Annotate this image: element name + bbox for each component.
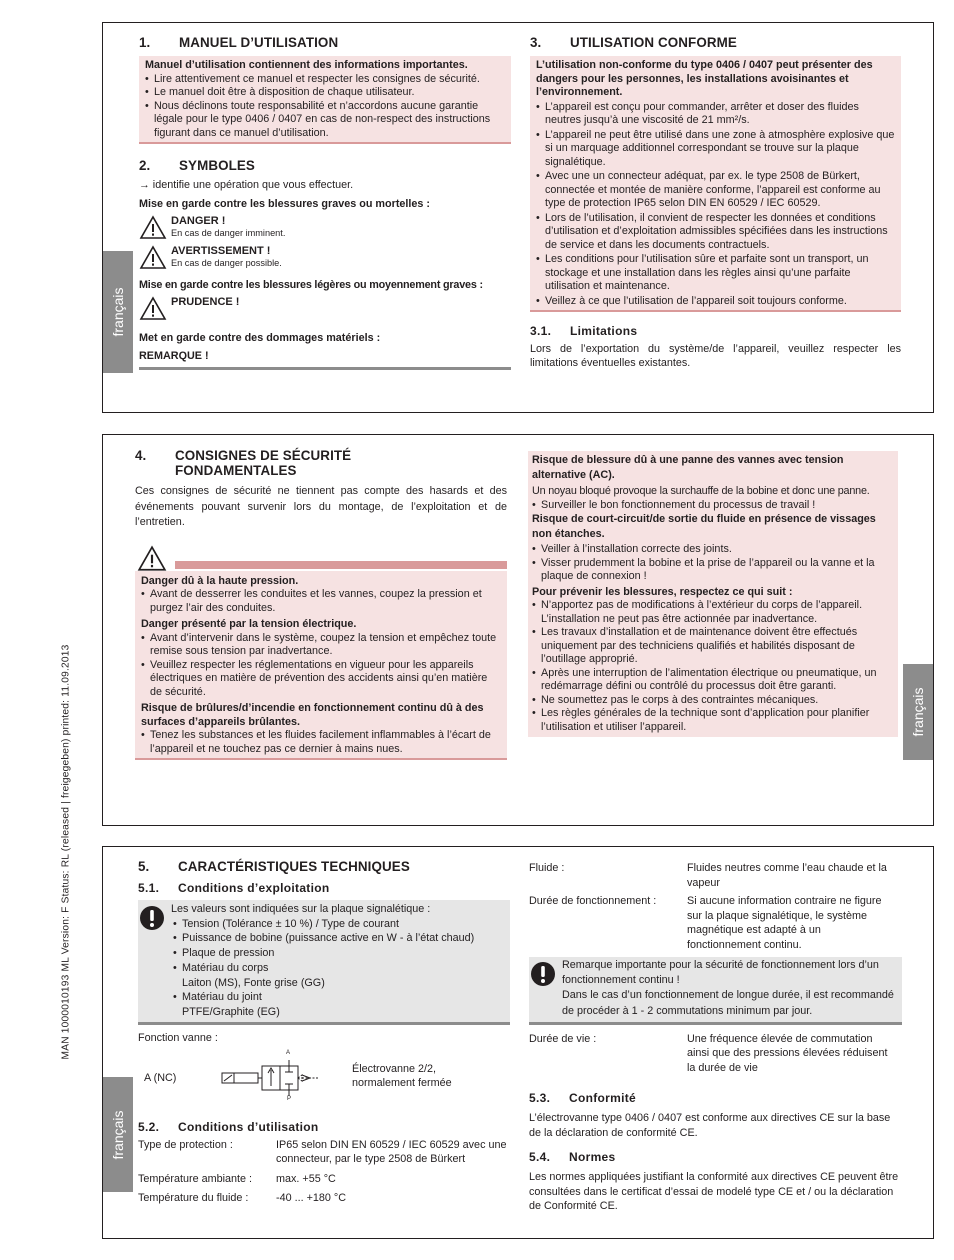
warning-signal xyxy=(139,245,511,271)
port-a-label: A xyxy=(286,1049,291,1056)
section-5-3-heading: 5.3. Conformité xyxy=(529,1091,636,1106)
danger-sub: En cas de danger imminent. xyxy=(171,228,286,238)
exclamation-icon xyxy=(138,904,166,932)
intended-use-box-title: L’utilisation non-conforme du type 0406 / 0407 peut présenter des dangers pour les personnes, les installations avoisinantes et l’environnement. xyxy=(536,59,873,98)
list-item: • Avec une un connecteur adéquat, par ex. le type 2508 de Bürkert, connectée et montée de manière conforme, l’appareil est conforme au type de protection IP65 selon DIN EN 60529 / IEC 60529. xyxy=(536,170,896,211)
list-item: • Tension (Tolérance ± 10 %) / Type de courant xyxy=(173,917,474,932)
panel-section-4 xyxy=(102,434,934,826)
burn-list xyxy=(141,729,499,756)
list-item: • Le manuel doit être à disposition de chaque utilisateur. xyxy=(145,86,506,100)
section-1 xyxy=(139,35,511,370)
language-tab: français xyxy=(103,251,133,373)
list-item: • Tenez les substances et les fluides facilement inflammables à l’écart de l’appareil et ne touchez pas ce dernier à mains nues. xyxy=(141,729,499,756)
danger-header xyxy=(135,545,507,571)
warning-label: AVERTISSEMENT ! xyxy=(171,245,271,257)
valve-code: A (NC) xyxy=(144,1071,177,1084)
standards-text: Les normes appliquées justifiant la conformité aux directives CE peuvent être consultées dans le certificat d’essai de modelé type CE et / ou la déclaration de Conformité CE. xyxy=(529,1171,899,1213)
valve-function-label: Fonction vanne : xyxy=(138,1032,218,1045)
pressure-danger-title: Danger dû à la haute pression. xyxy=(141,574,299,587)
list-item: • Les règles générales de la technique sont d’application pour planifier l’utilisation et utiliser l’appareil. xyxy=(532,707,892,734)
limitations-text: Lors de l’exportation du système/de l’appareil, veuillez respecter les limitations éventuelles existantes. xyxy=(530,343,901,369)
list-item: • Veiller à l’installation correcte des joints. xyxy=(532,543,892,557)
list-item: • Veuillez respecter les réglementations en vigueur pour les appareils électriques en matière de prévention des accidents ainsi qu’en matière de sécurité. xyxy=(141,659,499,700)
section-2-heading: 2. SYMBOLES xyxy=(139,158,255,173)
caution-label: PRUDENCE ! xyxy=(171,295,240,308)
ac-risk-list xyxy=(532,499,892,513)
note-label: REMARQUE ! xyxy=(139,350,511,370)
leak-risk-title: Risque de court-circuit/de sortie du fluide en présence de vissages non étanches. xyxy=(532,513,876,540)
section-5-left xyxy=(138,859,510,1206)
list-item: • Les travaux d’installation et de maintenance doivent être effectués uniquement par des techniciens qualifiés et habilités disposant de l’outillage approprié. xyxy=(532,626,892,667)
nameplate-note-box xyxy=(138,900,510,1025)
table-row: Type de protection : IP65 selon DIN EN 60529 / IEC 60529 avec une connecteur, par le type 2508 de Bürkert xyxy=(138,1138,507,1166)
table-row: Fluide : Fluides neutres comme l’eau chaude et la vapeur xyxy=(529,862,887,889)
caution-signal xyxy=(139,296,511,322)
safety-hazards-box xyxy=(135,571,507,761)
list-item: • Puissance de bobine (puissance active en W - à l’état chaud) xyxy=(173,931,474,946)
ac-risk-title: Risque de blessure dû à une panne des vannes avec tension alternative (AC). xyxy=(532,454,844,481)
section-1-heading: 1. MANUEL D’UTILISATION xyxy=(139,35,339,50)
list-item: • Après une interruption de l’alimentation électrique ou pneumatique, un redémarrage défini ou contrôlé du processus doit être garanti. xyxy=(532,667,892,694)
warning-triangle-icon xyxy=(139,245,167,271)
usage-conditions-table xyxy=(138,1138,510,1206)
list-item: • Nous déclinons toute responsabilité et n’accordons aucune garantie légale pour le type 0406 / 0407 en cas de non-respect des instructions figurant dans ce manuel d’utilisation. xyxy=(145,100,506,141)
panel-sections-1-3 xyxy=(102,22,934,413)
section-3-heading: 3. UTILISATION CONFORME xyxy=(530,35,737,50)
pressure-list xyxy=(141,588,499,615)
list-item: • Veillez à ce que l’utilisation de l’appareil soit toujours conforme. xyxy=(536,295,896,309)
exclamation-icon xyxy=(529,960,557,988)
list-item: • Avant de desserrer les conduites et les vannes, coupez la pression et purgez l’air des conduites. xyxy=(141,588,499,615)
section-4-heading: 4. CONSIGNES DE SÉCURITÉ FONDAMENTALES xyxy=(135,448,352,478)
electric-danger-title: Danger présenté par la tension électrique. xyxy=(141,618,357,630)
list-item: • Lors de l’utilisation, il convient de respecter les données et conditions d’utilisation et d’exploitation admissibles spécifiées dans les instructions de service et dans les documents contractuels. xyxy=(536,212,896,253)
section-4-left xyxy=(135,448,507,760)
manual-info-box xyxy=(139,56,511,144)
warning-triangle-icon xyxy=(137,545,167,573)
light-injury-warning: Mise en garde contre les blessures légères ou moyennement graves : xyxy=(139,279,483,291)
list-item: • Lire attentivement ce manuel et respecter les consignes de sécurité. xyxy=(145,73,506,87)
symbol-arrow-line: → identifie une opération que vous effectuer. xyxy=(139,179,354,191)
section-5-heading: 5. CARACTÉRISTIQUES TECHNIQUES xyxy=(138,859,410,874)
document-reference: MAN 1000010193 ML Version: F Status: RL (released | freigegeben) printed: 11.09.2013 xyxy=(60,644,72,1060)
conformity-text: L’électrovanne type 0406 / 0407 est conforme aux directives CE sur la base de la déclaration de conformité CE. xyxy=(529,1112,891,1139)
manual-box-title: Manuel d’utilisation contiennent des informations importantes. xyxy=(145,59,468,71)
intended-use-list xyxy=(536,101,896,309)
warning-sub: En cas de danger possible. xyxy=(171,258,282,268)
list-item: • Avant d’intervenir dans le système, coupez la tension et empêchez toute remise sous tension par inadvertance. xyxy=(141,632,499,659)
warning-triangle-icon xyxy=(139,215,167,241)
list-item: • Matériau du corps Laiton (MS), Fonte grise (GG) xyxy=(173,961,474,991)
list-item: • Les conditions pour l’utilisation sûre et parfaite sont un transport, un stockage et une installation dans les règles ainsi qu’une parfaite utilisation et maintenance. xyxy=(536,253,896,294)
nameplate-note-title: Les valeurs sont indiquées sur la plaque signalétique : xyxy=(171,903,431,915)
danger-label: DANGER ! xyxy=(171,215,226,227)
nameplate-values-list xyxy=(173,917,474,1021)
section-4-intro: Ces consignes de sécurité ne tiennent pas compte des hasards et des événements pouvant survenir lors du montage, de l’exploitation et de l’entretien. xyxy=(135,485,507,528)
section-5-4-heading: 5.4. Normes xyxy=(529,1150,616,1165)
section-5-1-heading: 5.1. Conditions d’exploitation xyxy=(138,881,330,895)
port-p-label: P xyxy=(287,1095,292,1102)
table-row: Température ambiante : max. +55 °C xyxy=(138,1172,336,1185)
electric-list xyxy=(141,632,499,700)
valve-description: Électrovanne 2/2, normalement fermée xyxy=(352,1062,452,1090)
table-row: Température du fluide : -40 ... +180 °C xyxy=(138,1192,347,1205)
manual-list xyxy=(145,73,506,141)
list-item: • Visser prudemment la bobine et la prise de l’appareil ou la vanne et la plaque de connexion ! xyxy=(532,557,892,584)
valve-function-row xyxy=(138,1049,510,1106)
table-row: Durée de vie : Une fréquence élevée de commutation ainsi que des pressions élevées réduisent la durée de vie xyxy=(529,1032,888,1074)
section-4-right xyxy=(528,451,898,737)
prevent-injury-title: Pour prévenir les blessures, respectez ce qui suit : xyxy=(532,585,793,598)
list-item: • Ne soumettez pas le corps à des contraintes mécaniques. xyxy=(532,694,892,708)
list-item: • Matériau du joint PTFE/Graphite (EG) xyxy=(173,990,474,1020)
list-item: • Surveiller le bon fonctionnement du processus de travail ! xyxy=(532,499,892,513)
warning-triangle-icon xyxy=(139,296,167,322)
list-item: • N’apportez pas de modifications à l’extérieur du corps de l’appareil. L’installation ne peut pas être actionnée par inadvertance. xyxy=(532,599,892,626)
continuous-operation-note xyxy=(529,957,902,1025)
prevent-injury-list xyxy=(532,599,892,734)
material-damage-warning: Met en garde contre des dommages matériels : xyxy=(139,331,381,344)
table-row: Durée de fonctionnement : Si aucune information contraire ne figure sur la plaque signalétique, le système magnétique est adapté à un fonctionnement continu. xyxy=(529,895,882,951)
list-item: • L’appareil ne peut être utilisé dans une zone à atmosphère explosive que si un marquage additionnel correspondant se trouve sur la plaque signalétique. xyxy=(536,129,896,170)
section-5-2-heading: 5.2. Conditions d’utilisation xyxy=(138,1119,319,1134)
section-5-right xyxy=(529,861,902,1214)
serious-injury-warning: Mise en garde contre les blessures graves ou mortelles : xyxy=(139,197,431,210)
leak-risk-list xyxy=(532,543,892,584)
section-3 xyxy=(530,35,901,370)
ac-risk-text: Un noyau bloqué provoque la surchauffe de la bobine et donc une panne. xyxy=(532,485,870,497)
language-tab: français xyxy=(103,1077,133,1192)
list-item: • Plaque de pression xyxy=(173,946,474,961)
language-tab: français xyxy=(903,664,933,760)
burn-danger-title: Risque de brûlures/d’incendie en fonctionnement continu dû à des surfaces d’appareils brûlantes. xyxy=(141,702,484,728)
list-item: • L’appareil est conçu pour commander, arrêter et doser des fluides neutres jusqu’à une viscosité de 21 mm²/s. xyxy=(536,101,896,128)
continuous-operation-text: Remarque importante pour la sécurité de fonctionnement lors d’un fonctionnement continu ! Dans le cas d’un fonctionnement de longue durée, il est recommandé de procéder à 1 - 2 commutations minimum par jour. xyxy=(562,959,894,1017)
valve-symbol-icon xyxy=(218,1056,328,1102)
danger-signal xyxy=(139,215,511,241)
intended-use-box xyxy=(530,56,901,312)
section-3-1-heading: 3.1. Limitations xyxy=(530,324,638,338)
panel-section-5 xyxy=(102,846,934,1239)
arrow-icon: → xyxy=(139,179,150,191)
